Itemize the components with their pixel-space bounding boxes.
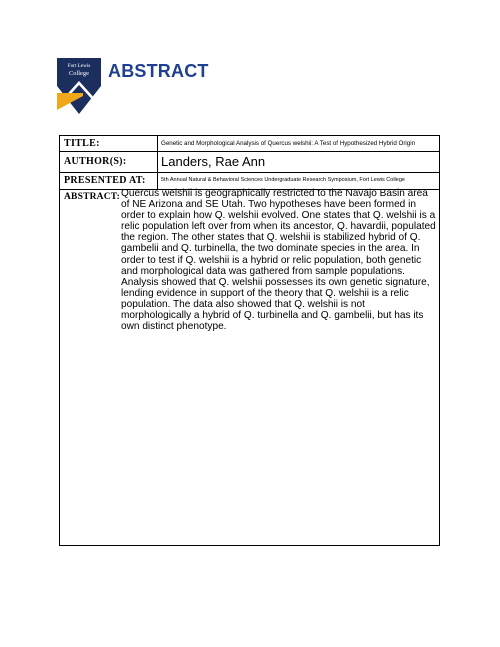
abstract-text: Quercus welshii is geographically restricted to the Navajo Basin area of NE Arizona and SE Utah. Two hypotheses have been formed in order to explain how Q. welshii evolved. One states that Q. welshii is a relic population left over from when its ancestor, Q. havardii, populated the region. The other states that Q. welshii is stabilized hybrid of Q. gambelii and Q. turbinella, the two dominate species in the area. In order to test if Q. welshii is a hybrid or relic population, both genetic and morphological data was gathered from sample populations. Analysis showed that Q. welshii possesses its own genetic signature, lending evidence in support of the theory that Q. welshii is a relic population. The data also showed that Q. welshii is not morphologically a hybrid of Q. turbinella and Q. gambelii, but has its own distinct phenotype. <box>121 188 436 333</box>
fort-lewis-college-logo <box>57 58 101 114</box>
title-row <box>60 136 439 152</box>
presented-label: PRESENTED AT: <box>64 175 146 186</box>
title-label: TITLE: <box>64 138 100 149</box>
logo-line2: College <box>69 70 89 77</box>
title-value: Genetic and Morphological Analysis of Quercus welshii: A Test of Hypothesized Hybrid Origin <box>161 140 416 147</box>
logo-line1: Fort Lewis <box>67 63 91 69</box>
author-value: Landers, Rae Ann <box>161 154 266 169</box>
author-label: AUTHOR(S): <box>64 156 127 167</box>
presented-value: 5th Annual Natural & Behavioral Sciences Undergraduate Research Symposium, Fort Lewis College <box>161 177 405 183</box>
page-title: ABSTRACT <box>108 61 209 81</box>
column-divider <box>157 151 158 172</box>
abstract-label: ABSTRACT: <box>64 192 120 202</box>
column-divider <box>157 172 158 189</box>
author-row <box>60 151 439 173</box>
abstract-form <box>59 135 440 546</box>
column-divider <box>157 136 158 151</box>
